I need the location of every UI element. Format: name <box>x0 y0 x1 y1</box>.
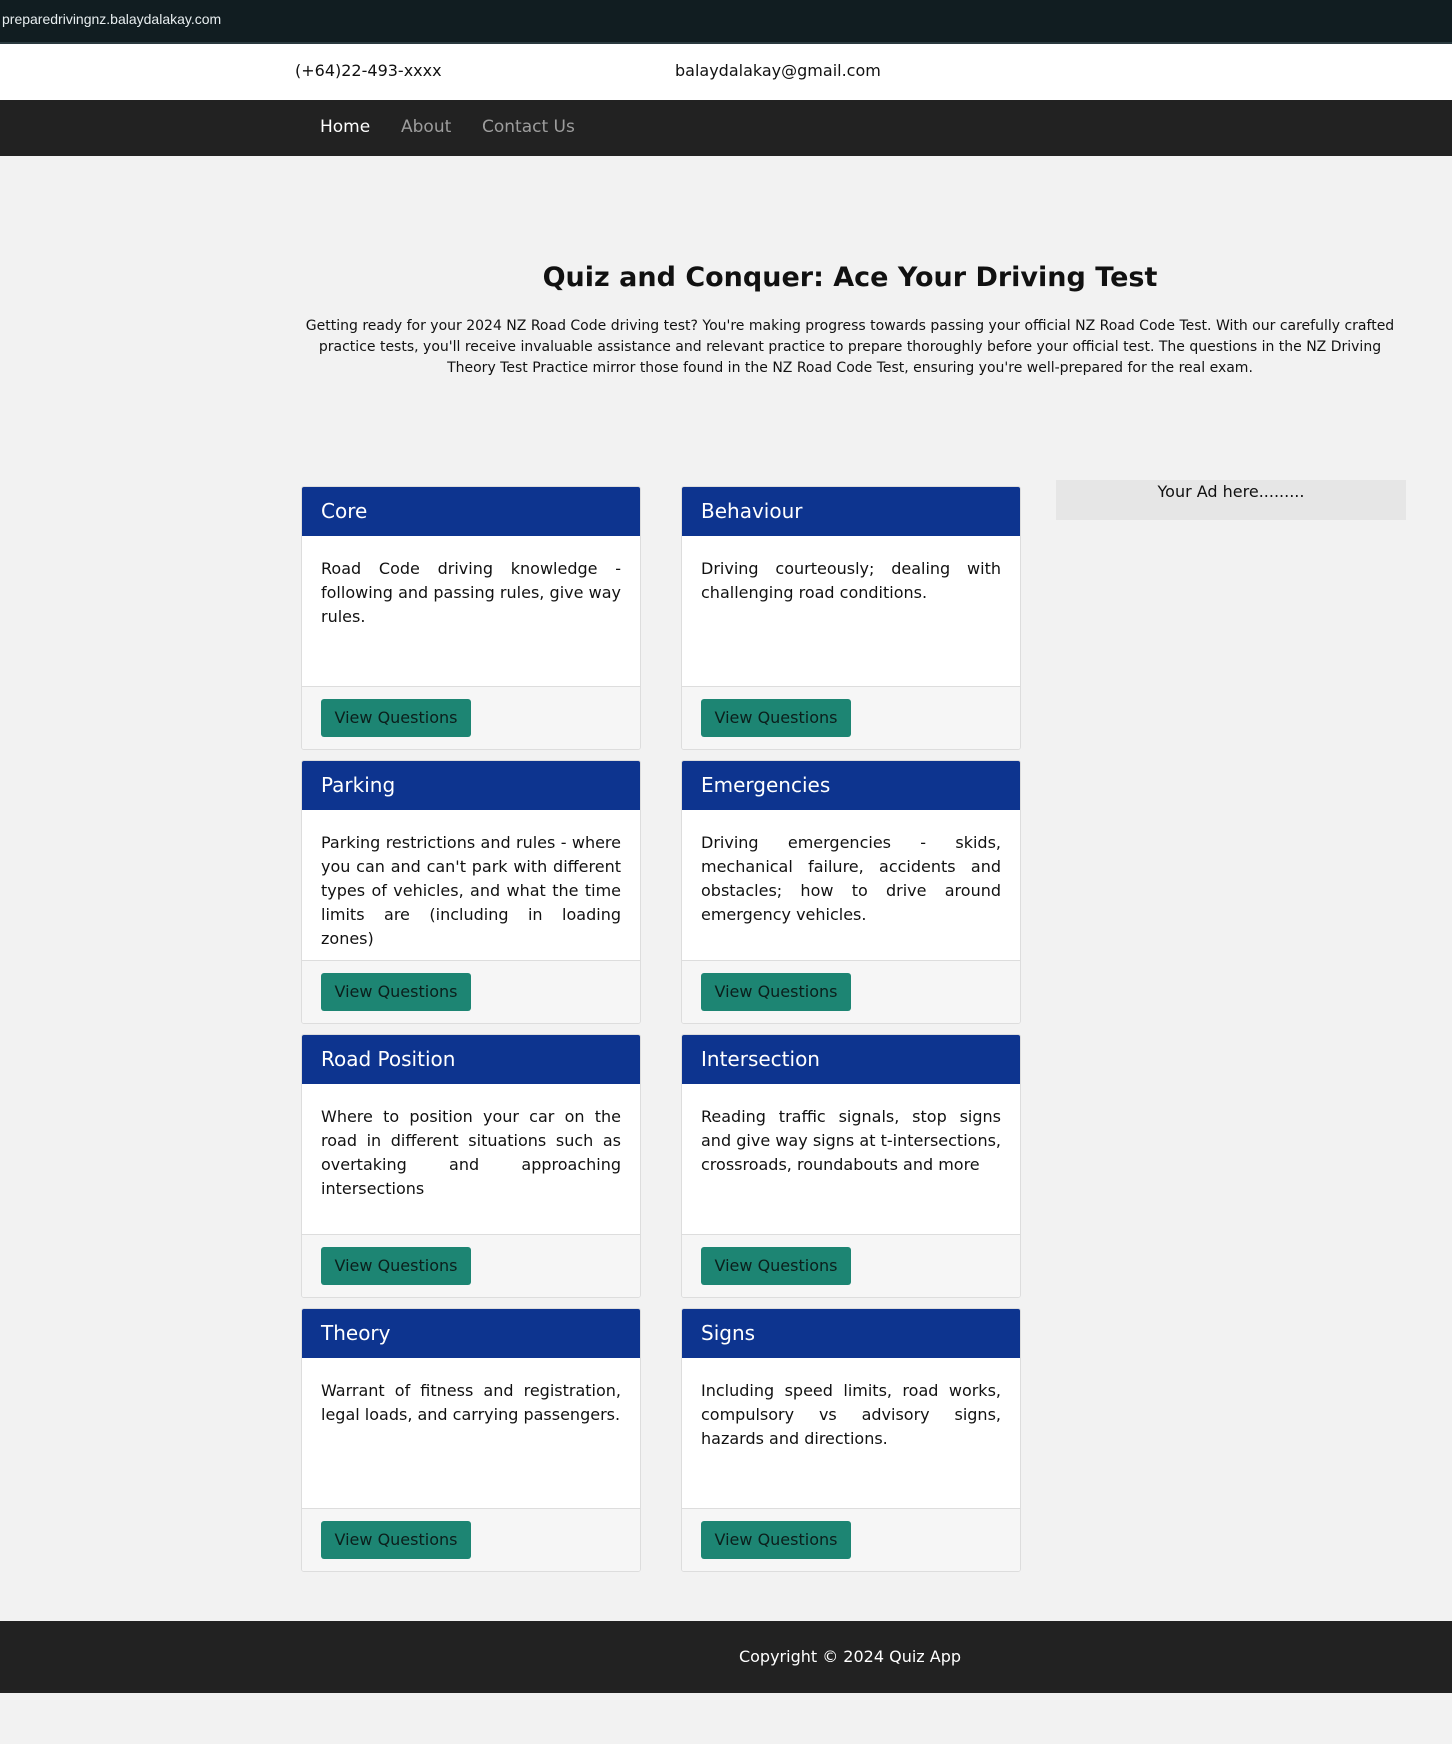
card-description: Including speed limits, road works, compulsory vs advisory signs, hazards and directions. <box>701 1381 1001 1448</box>
url-text[interactable]: preparedrivingnz.balaydalakay.com <box>2 11 222 27</box>
browser-url-bar[interactable] <box>0 0 1452 44</box>
intro-paragraph: Getting ready for your 2024 NZ Road Code driving test? You're making progress towards passing your official NZ Road Code Test. With our carefully crafted practice tests, you'll receive invaluable assistance and relevant practice to prepare thoroughly before your official test. The questions in the NZ Driving Theory Test Practice mirror those found in the NZ Road Code Test, ensuring you're well-prepared for the real exam. <box>305 318 1395 376</box>
ad-placeholder: Your Ad here......... <box>1056 480 1406 520</box>
card-title: Core <box>302 487 640 536</box>
card-footer <box>682 1234 1020 1297</box>
view-questions-button[interactable]: View Questions <box>321 973 471 1011</box>
card-description: Road Code driving knowledge - following and passing rules, give way rules. <box>321 559 621 626</box>
view-questions-button[interactable]: View Questions <box>321 1521 471 1559</box>
nav-contact-link[interactable]: Contact Us <box>482 117 575 137</box>
contact-phone: (+64)22-493-xxxx <box>295 61 442 80</box>
card-footer <box>682 686 1020 749</box>
view-questions-button[interactable]: View Questions <box>701 1247 851 1285</box>
card-title: Signs <box>682 1309 1020 1358</box>
category-card-intersection <box>681 1034 1021 1298</box>
contact-bar <box>0 44 1452 100</box>
card-description: Where to position your car on the road in different situations such as overtaking and approaching intersections <box>321 1107 621 1198</box>
card-footer <box>302 1508 640 1571</box>
card-description: Driving courteously; dealing with challenging road conditions. <box>701 559 1001 602</box>
contact-email: balaydalakay@gmail.com <box>675 61 881 80</box>
main-navbar <box>0 100 1452 156</box>
copyright-text: Copyright © 2024 Quiz App <box>738 1647 962 1666</box>
category-card-behaviour <box>681 486 1021 750</box>
card-footer <box>302 686 640 749</box>
view-questions-button[interactable]: View Questions <box>701 1521 851 1559</box>
card-footer <box>302 960 640 1023</box>
category-card-road-position <box>301 1034 641 1298</box>
card-description: Driving emergencies - skids, mechanical failure, accidents and obstacles; how to drive around emergency vehicles. <box>701 833 1001 924</box>
card-description: Parking restrictions and rules - where you can and can't park with different types of vehicles, and what the time limits are (including in loading zones) <box>321 833 621 948</box>
page-title: Quiz and Conquer: Ace Your Driving Test <box>542 262 1158 293</box>
nav-about-link[interactable]: About <box>401 117 452 137</box>
view-questions-button[interactable]: View Questions <box>321 1247 471 1285</box>
category-card-emergencies <box>681 760 1021 1024</box>
card-description: Reading traffic signals, stop signs and give way signs at t-intersections, crossroads, roundabouts and more <box>701 1107 1001 1174</box>
view-questions-button[interactable]: View Questions <box>701 973 851 1011</box>
category-card-core <box>301 486 641 750</box>
category-card-theory <box>301 1308 641 1572</box>
card-description: Warrant of fitness and registration, legal loads, and carrying passengers. <box>321 1381 621 1424</box>
card-title: Parking <box>302 761 640 810</box>
nav-home-link[interactable]: Home <box>320 117 371 137</box>
card-title: Emergencies <box>682 761 1020 810</box>
category-card-signs <box>681 1308 1021 1572</box>
page-footer <box>0 1621 1452 1693</box>
card-footer <box>302 1234 640 1297</box>
card-footer <box>682 1508 1020 1571</box>
card-footer <box>682 960 1020 1023</box>
view-questions-button[interactable]: View Questions <box>321 699 471 737</box>
card-title: Behaviour <box>682 487 1020 536</box>
card-title: Road Position <box>302 1035 640 1084</box>
view-questions-button[interactable]: View Questions <box>701 699 851 737</box>
category-card-parking <box>301 760 641 1024</box>
card-title: Theory <box>302 1309 640 1358</box>
card-title: Intersection <box>682 1035 1020 1084</box>
